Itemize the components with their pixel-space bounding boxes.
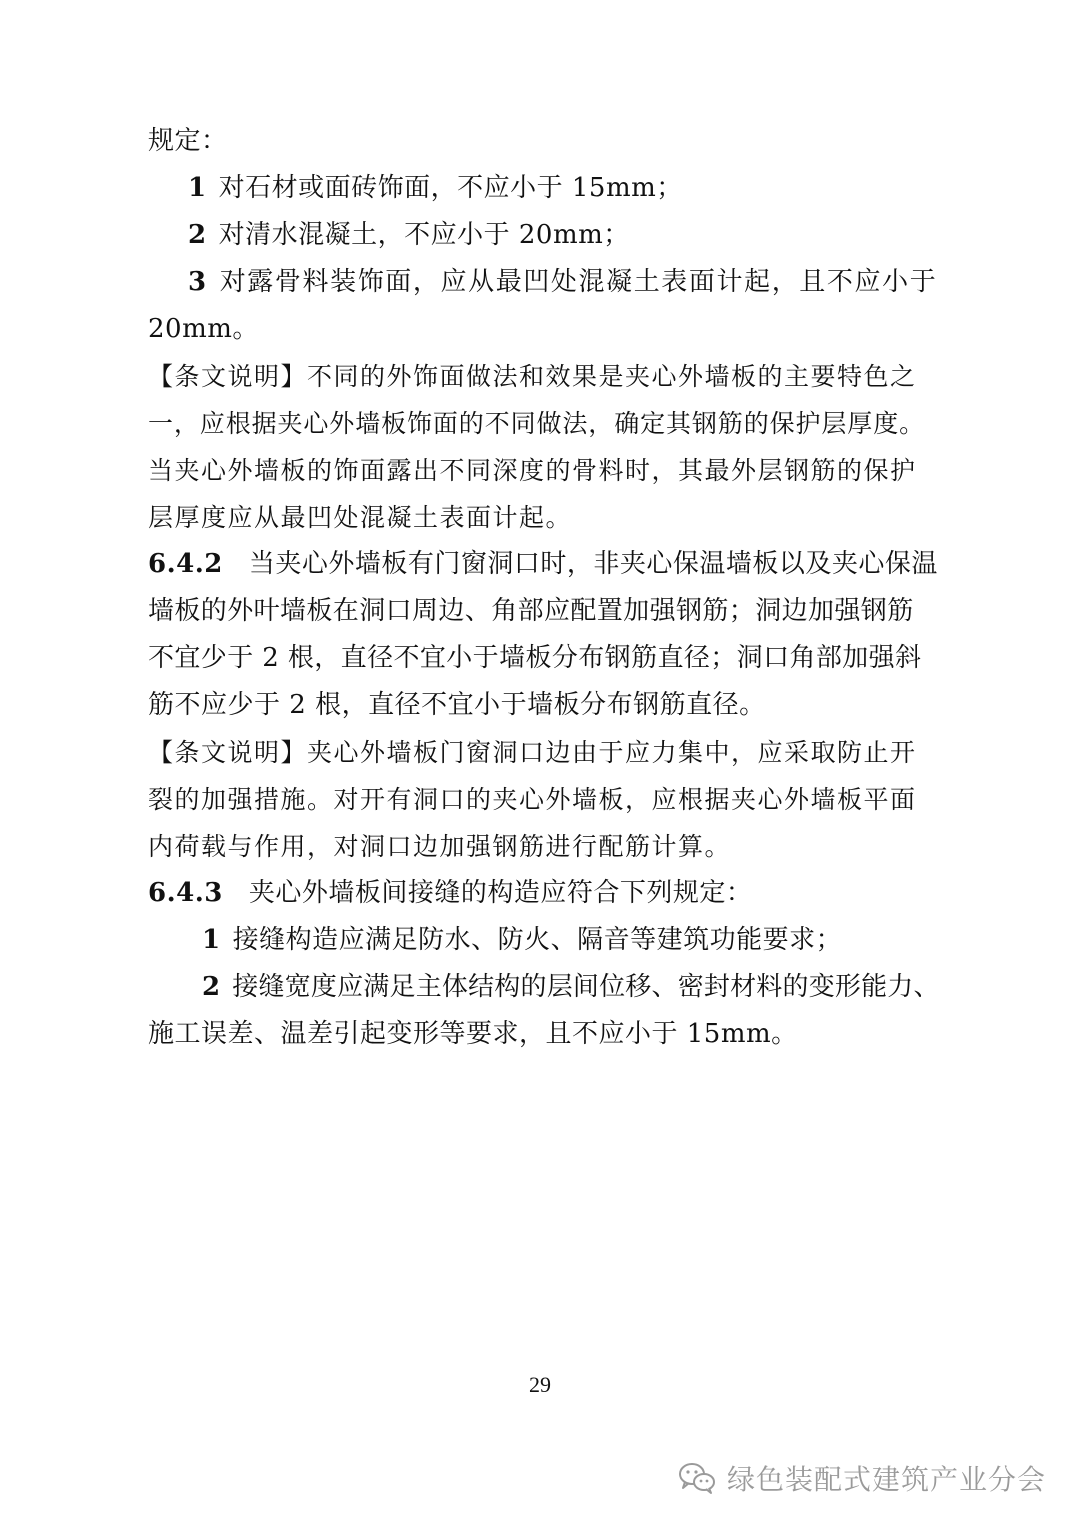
list-item (148, 964, 938, 1011)
page-number: 29 (529, 1372, 551, 1397)
note-line: 裂的加强措施。对开有洞口的夹心外墙板，应根据夹心外墙板平面 (148, 785, 917, 814)
list-number: 2 (188, 220, 207, 250)
note-line: 内荷载与作用，对洞口边加强钢筋进行配筋计算。 (148, 832, 732, 861)
text-line: 20mm。 (148, 314, 259, 344)
text-line: 筋不应少于 2 根，直径不宜小于墙板分布钢筋直径。 (148, 690, 766, 720)
clause-text: 夹心外墙板间接缝的构造应符合下列规定： (248, 878, 753, 908)
list-item (148, 259, 938, 306)
list-text: 接缝构造应满足防水、防火、隔音等建筑功能要求； (232, 925, 843, 955)
list-number: 3 (188, 267, 208, 297)
list-text: 接缝宽度应满足主体结构的层间位移、密封材料的变形能力、 (232, 972, 940, 1002)
clause-text: 当夹心外墙板有门窗洞口时，非夹心保温墙板以及夹心保温 (248, 549, 938, 579)
list-text: 对露骨料装饰面，应从最凹处混凝土表面计起，且不应小于 (219, 267, 938, 297)
clause-number: 6.4.3 (148, 878, 223, 908)
watermark-text: 绿色装配式建筑产业分会 (726, 1463, 1046, 1496)
text-line: 规定： (148, 126, 228, 156)
watermark (677, 1458, 1046, 1498)
text-line: 不宜少于 2 根，直径不宜小于墙板分布钢筋直径；洞口角部加强斜 (148, 643, 922, 673)
list-number: 2 (202, 972, 221, 1002)
list-number: 1 (188, 173, 207, 203)
note-line: 当夹心外墙板的饰面露出不同深度的骨料时，其最外层钢筋的保护 (148, 456, 917, 485)
list-number: 1 (202, 925, 221, 955)
note-line: 一，应根据夹心外墙板饰面的不同做法，确定其钢筋的保护层厚度。 (148, 409, 926, 438)
wechat-icon (677, 1461, 717, 1495)
text-line: 施工误差、温差引起变形等要求，且不应小于 15mm。 (148, 1019, 798, 1049)
note-line: 层厚度应从最凹处混凝土表面计起。 (148, 503, 573, 532)
list-item (148, 917, 938, 964)
note-line: 【条文说明】夹心外墙板门窗洞口边由于应力集中，应采取防止开 (148, 738, 917, 767)
note-line: 【条文说明】不同的外饰面做法和效果是夹心外墙板的主要特色之 (148, 362, 917, 391)
list-text: 对清水混凝土，不应小于 20mm； (218, 220, 630, 250)
list-item (148, 212, 938, 259)
clause-number: 6.4.2 (148, 549, 223, 579)
document-body (148, 118, 938, 1058)
text-line: 墙板的外叶墙板在洞口周边、角部应配置加强钢筋；洞边加强钢筋 (148, 596, 914, 626)
clause-6-4-2 (148, 541, 938, 588)
clause-6-4-3 (148, 870, 938, 917)
list-text: 对石材或面砖饰面，不应小于 15mm； (218, 173, 683, 203)
list-item (148, 165, 938, 212)
